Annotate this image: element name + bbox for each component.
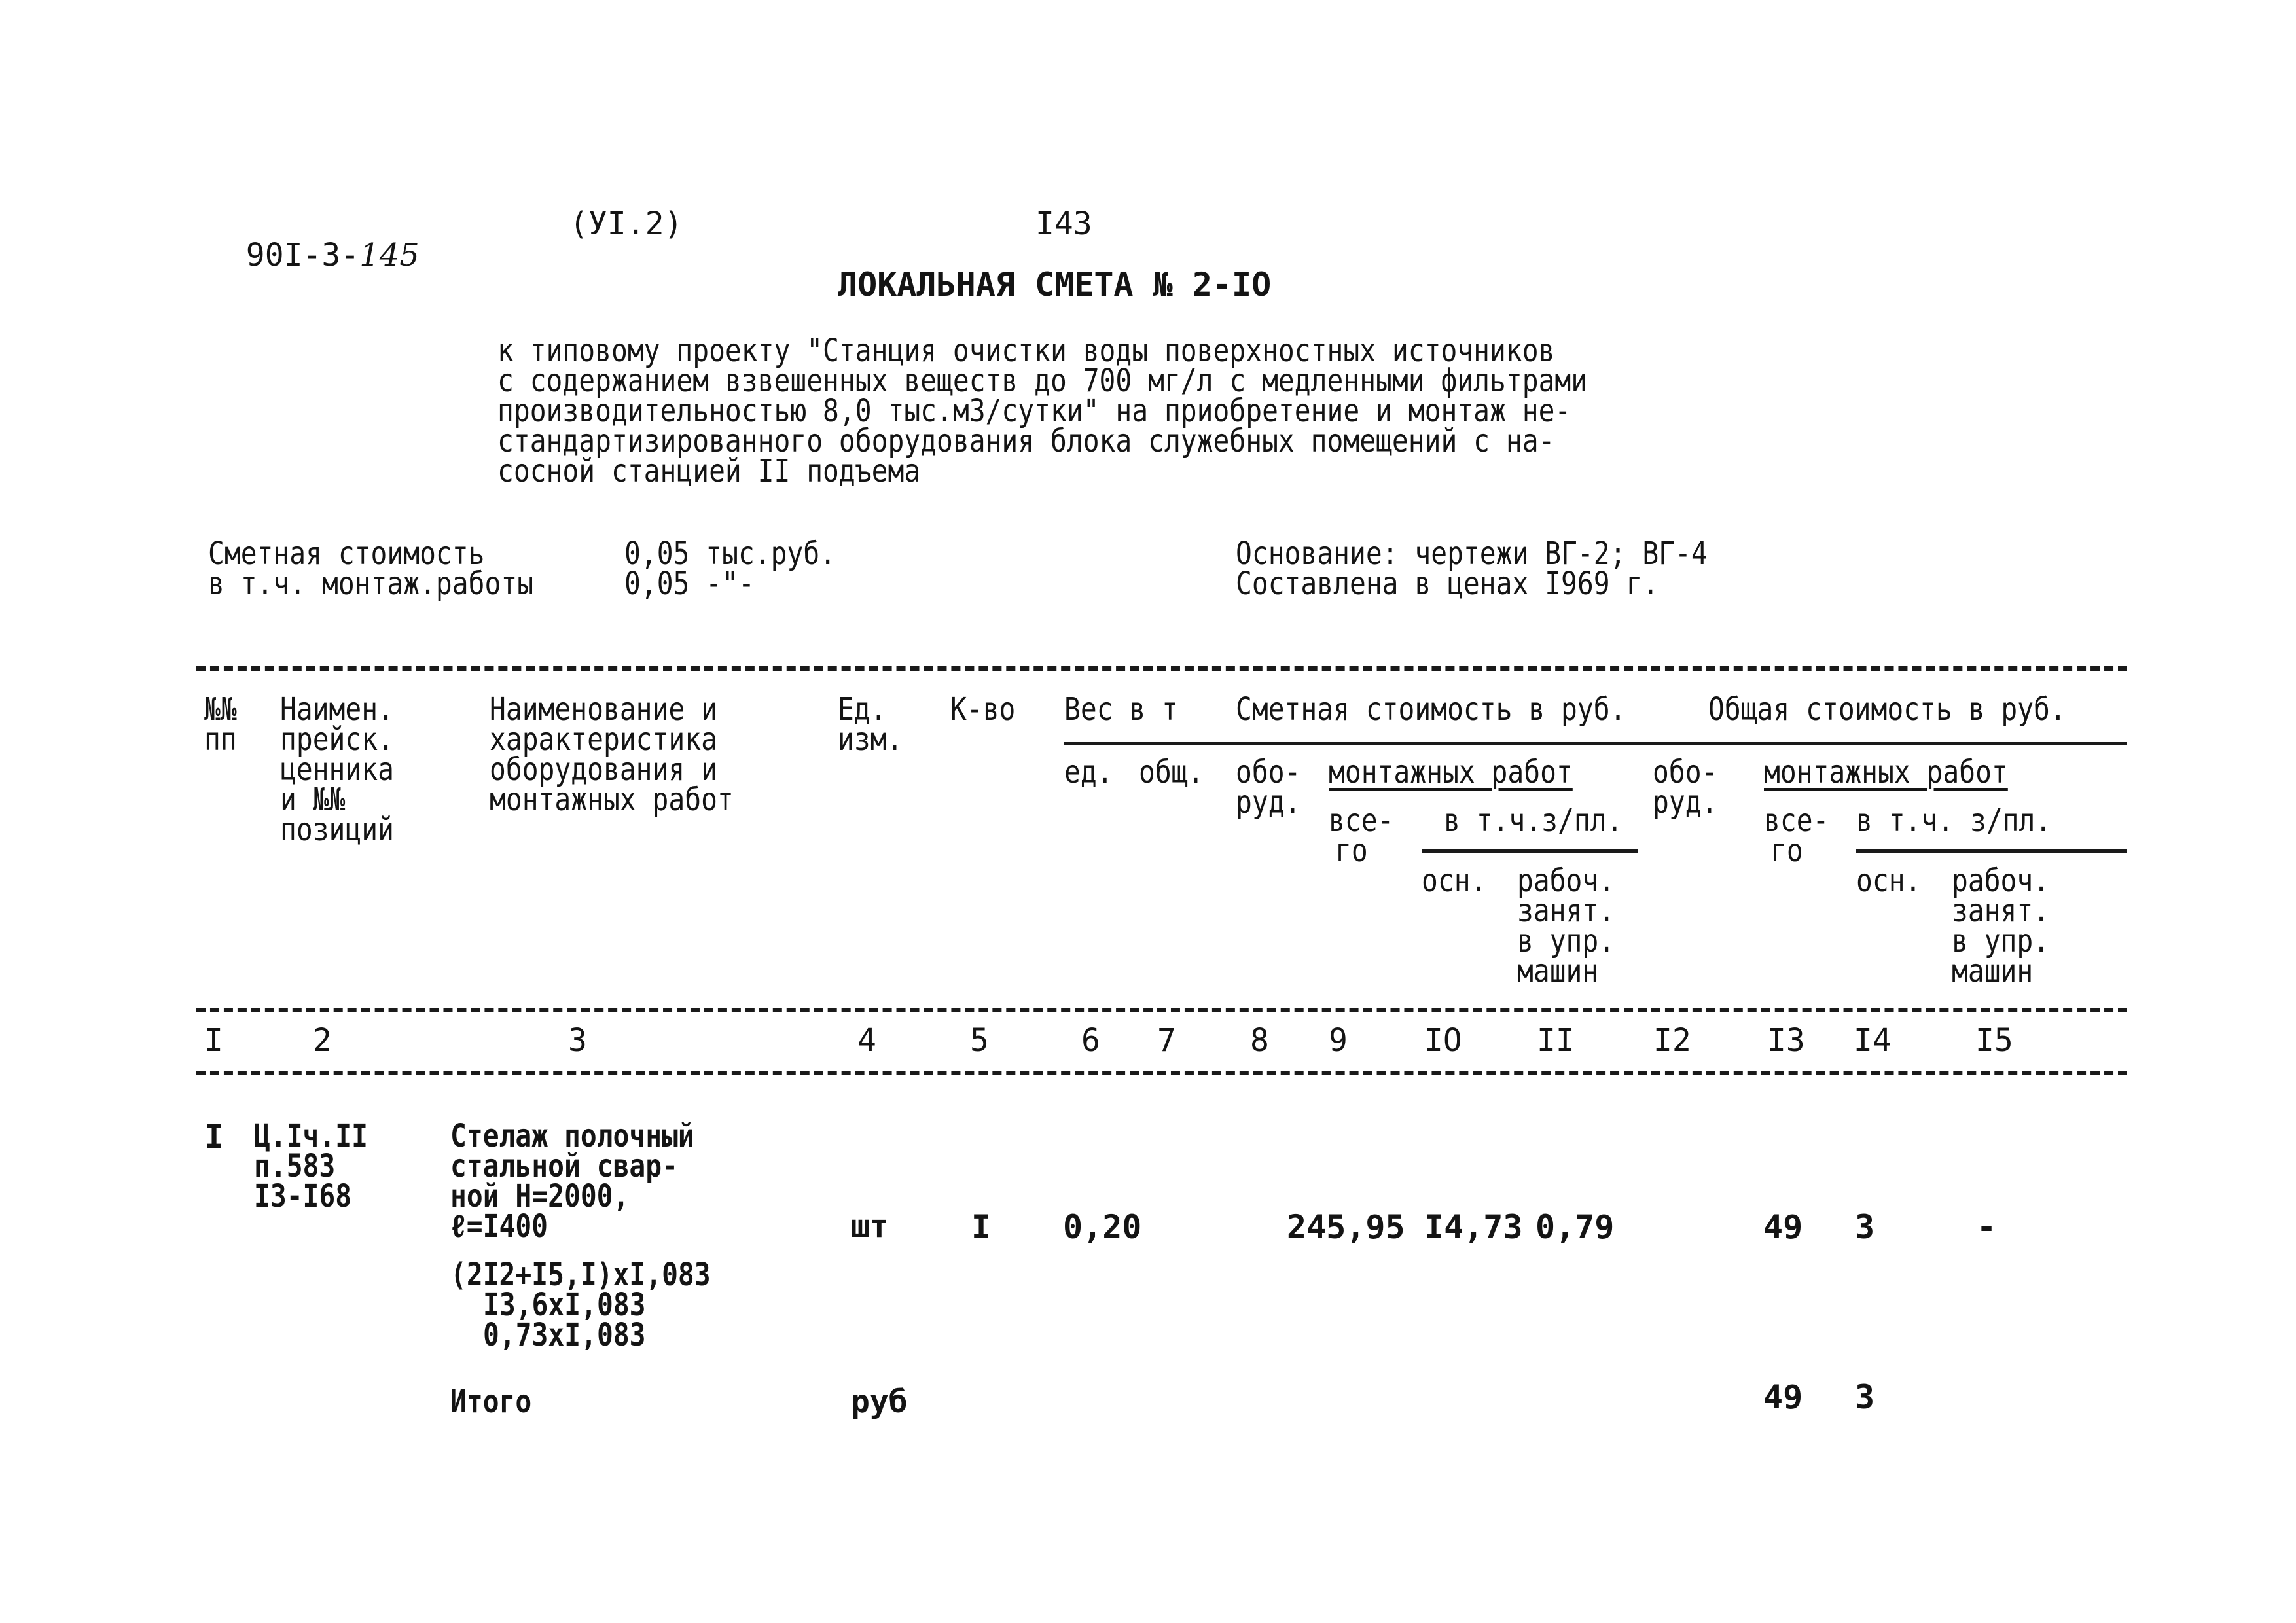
row-total-main: 3 [1855,1208,1875,1246]
header-code-3: ценника [280,751,394,788]
prices-text: Составлена в ценах I969 г. [1236,565,1659,602]
row-total-all: 49 [1763,1208,1803,1246]
row-name-4: ℓ=I400 [450,1208,548,1245]
header-all2-1: все- [1764,802,1829,839]
mount-label: в т.ч. монтаж.работы [208,565,534,602]
header-incl: в т.ч.з/пл. [1444,802,1623,839]
col-number-12: I2 [1653,1022,1691,1059]
intro-line-5: сосной станцией II подъема [497,453,921,490]
cost-value: 0,05 тыс.руб. [624,535,836,572]
row-code-2: п.583 [254,1148,336,1185]
row-formula-3: 0,73хI,083 [483,1317,646,1353]
header-all2-2: го [1770,832,1803,869]
header-rule-3 [1856,849,2127,853]
intro-line-1: к типовому проекту "Станция очистки воды поверхностных источников [497,332,1555,369]
header-num-2: пп [204,721,237,758]
header-workers-3: в упр. [1517,923,1615,959]
intro-line-2: с содержанием взвешенных веществ до 700 мг/л с медленными фильтрами [497,363,1588,399]
document-code-text: 90I-3- [245,237,360,274]
header-incl-2: в т.ч. з/пл. [1856,802,2052,839]
row-total-workers: - [1977,1208,1997,1246]
header-name-3: оборудования и [490,751,717,788]
header-workers2-1: рабоч. [1952,863,2050,899]
table-top-rule [196,666,2127,671]
intro-line-3: производительностью 8,0 тыс.м3/сутки" на приобретение и монтаж не- [497,393,1571,429]
total-unit: руб [851,1383,908,1420]
header-name-2: характеристика [490,721,717,758]
col-numbers-top-rule [196,1008,2127,1012]
header-code-2: прейск. [280,721,394,758]
handwritten-number: 145 [359,237,420,274]
total-main: 3 [1855,1378,1875,1416]
total-all: 49 [1763,1378,1803,1416]
col-number-10: IO [1424,1022,1462,1059]
header-all-2: го [1335,832,1368,869]
col-number-5: 5 [970,1022,989,1059]
header-code-4: и №№ [280,781,346,818]
header-name-1: Наименование и [490,691,717,728]
header-workers-4: машин [1517,953,1599,990]
header-name-4: монтажных работ [490,781,734,818]
header-unit-cost: Сметная стоимость в руб. [1236,691,1626,728]
col-number-6: 6 [1081,1022,1100,1059]
document-title: ЛОКАЛЬНАЯ СМЕТА № 2-IO [838,266,1272,304]
header-mount-2: монтажных работ [1764,754,2008,791]
row-qty: I [971,1208,992,1246]
header-weight-total: общ. [1139,754,1204,791]
header-workers-2: занят. [1517,893,1615,929]
col-number-4: 4 [857,1022,876,1059]
header-workers2-3: в упр. [1952,923,2050,959]
cost-label: Сметная стоимость [208,535,485,572]
header-code-1: Наимен. [280,691,394,728]
header-total-cost: Общая стоимость в руб. [1708,691,2066,728]
header-unit-2: изм. [838,721,903,758]
header-main-2: осн. [1856,863,1922,899]
col-number-11: II [1537,1022,1575,1059]
col-number-15: I5 [1975,1022,2013,1059]
total-label: Итого [450,1383,532,1420]
row-name-3: ной Н=2000, [450,1178,630,1215]
section-number: (УI.2) [569,205,683,242]
header-workers2-4: машин [1952,953,2034,990]
row-name-1: Стелаж полочный [450,1118,694,1154]
header-main: осн. [1422,863,1487,899]
row-unit: шт [851,1208,889,1245]
header-equip2-1: обо- [1653,754,1718,791]
header-mount: монтажных работ [1329,754,1573,791]
row-code-1: Ц.Iч.II [254,1118,368,1154]
row-mount-main: I4,73 [1424,1208,1523,1246]
header-equip-2: руд. [1236,784,1301,821]
page-number: I43 [1035,205,1092,242]
col-number-3: 3 [568,1022,587,1059]
header-weight: Вес в т [1064,691,1178,728]
header-num: №№ [204,691,237,728]
row-num: I [204,1118,224,1156]
col-number-9: 9 [1329,1022,1348,1059]
header-rule-2 [1422,849,1638,853]
col-number-13: I3 [1767,1022,1805,1059]
header-weight-unit: ед. [1064,754,1113,791]
header-workers-1: рабоч. [1517,863,1615,899]
col-number-2: 2 [313,1022,332,1059]
header-all-1: все- [1329,802,1394,839]
intro-line-4: стандартизированного оборудования блока служебных помещений с на- [497,423,1555,459]
mount-value: 0,05 -"- [624,565,755,602]
row-name-2: стальной свар- [450,1148,678,1185]
header-code-5: позиций [280,812,394,848]
header-unit-1: Ед. [838,691,887,728]
header-qty: К-во [950,691,1016,728]
col-number-1: I [204,1022,223,1059]
row-weight: 0,20 [1063,1208,1142,1246]
document-code [208,208,420,274]
header-rule-1 [1064,742,2127,745]
col-numbers-bottom-rule [196,1071,2127,1075]
row-mount-workers: 0,79 [1535,1208,1615,1246]
col-number-7: 7 [1157,1022,1176,1059]
header-workers2-2: занят. [1952,893,2050,929]
row-mount-all: 245,95 [1287,1208,1405,1246]
col-number-14: I4 [1854,1022,1892,1059]
header-equip2-2: руд. [1653,784,1718,821]
header-equip-1: обо- [1236,754,1301,791]
col-number-8: 8 [1250,1022,1269,1059]
row-code-3: I3-I68 [254,1178,352,1215]
row-formula-1: (2I2+I5,I)хI,083 [450,1257,711,1293]
basis-text: Основание: чертежи ВГ-2; ВГ-4 [1236,535,1708,572]
row-formula-2: I3,6хI,083 [483,1287,646,1323]
